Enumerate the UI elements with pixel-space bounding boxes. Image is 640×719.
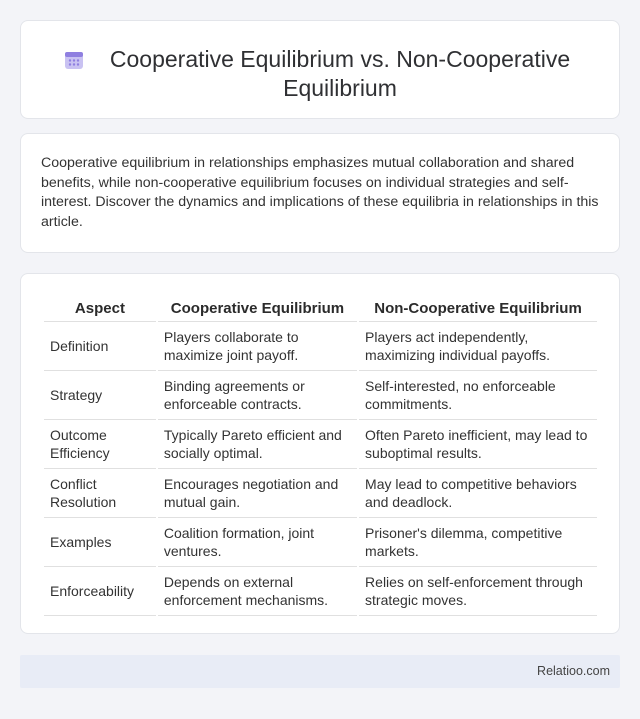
row-non-cooperative: May lead to competitive behaviors and deadlock. — [359, 469, 597, 518]
table-row — [44, 322, 597, 371]
row-aspect: Conflict Resolution — [44, 469, 156, 518]
row-aspect: Strategy — [44, 371, 156, 420]
comparison-table — [42, 296, 599, 616]
header-cooperative: Cooperative Equilibrium — [158, 296, 357, 322]
table-row — [44, 518, 597, 567]
table-header-row — [44, 296, 597, 322]
footer-site-name: Relatioo.com — [537, 664, 610, 678]
row-cooperative: Players collaborate to maximize joint payoff. — [158, 322, 357, 371]
intro-paragraph: Cooperative equilibrium in relationships emphasizes mutual collaboration and shared benefits, while non-cooperative equilibrium focuses on individual strategies and self-interest. Discover the dynamics and implications of these equilibria in relationships in this article. — [41, 155, 599, 230]
row-non-cooperative: Relies on self-enforcement through strategic moves. — [359, 567, 597, 616]
row-cooperative: Encourages negotiation and mutual gain. — [158, 469, 357, 518]
row-cooperative: Binding agreements or enforceable contracts. — [158, 371, 357, 420]
page-title: Cooperative Equilibrium vs. Non-Cooperative Equilibrium — [109, 46, 571, 101]
row-non-cooperative: Often Pareto inefficient, may lead to suboptimal results. — [359, 420, 597, 469]
table-row — [44, 371, 597, 420]
title-wrap — [21, 45, 619, 103]
row-aspect: Definition — [44, 322, 156, 371]
table-row — [44, 420, 597, 469]
row-cooperative: Coalition formation, joint ventures. — [158, 518, 357, 567]
row-non-cooperative: Self-interested, no enforceable commitments. — [359, 371, 597, 420]
row-non-cooperative: Prisoner's dilemma, competitive markets. — [359, 518, 597, 567]
row-aspect: Examples — [44, 518, 156, 567]
row-non-cooperative: Players act independently, maximizing individual payoffs. — [359, 322, 597, 371]
intro-card — [20, 133, 620, 253]
row-cooperative: Typically Pareto efficient and socially optimal. — [158, 420, 357, 469]
row-aspect: Enforceability — [44, 567, 156, 616]
table-row — [44, 469, 597, 518]
row-aspect: Outcome Efficiency — [44, 420, 156, 469]
title-card — [20, 20, 620, 119]
comparison-table-card — [20, 273, 620, 634]
header-aspect: Aspect — [44, 296, 156, 322]
header-non-cooperative: Non-Cooperative Equilibrium — [359, 296, 597, 322]
footer-bar — [20, 655, 620, 688]
table-row — [44, 567, 597, 616]
row-cooperative: Depends on external enforcement mechanisms. — [158, 567, 357, 616]
